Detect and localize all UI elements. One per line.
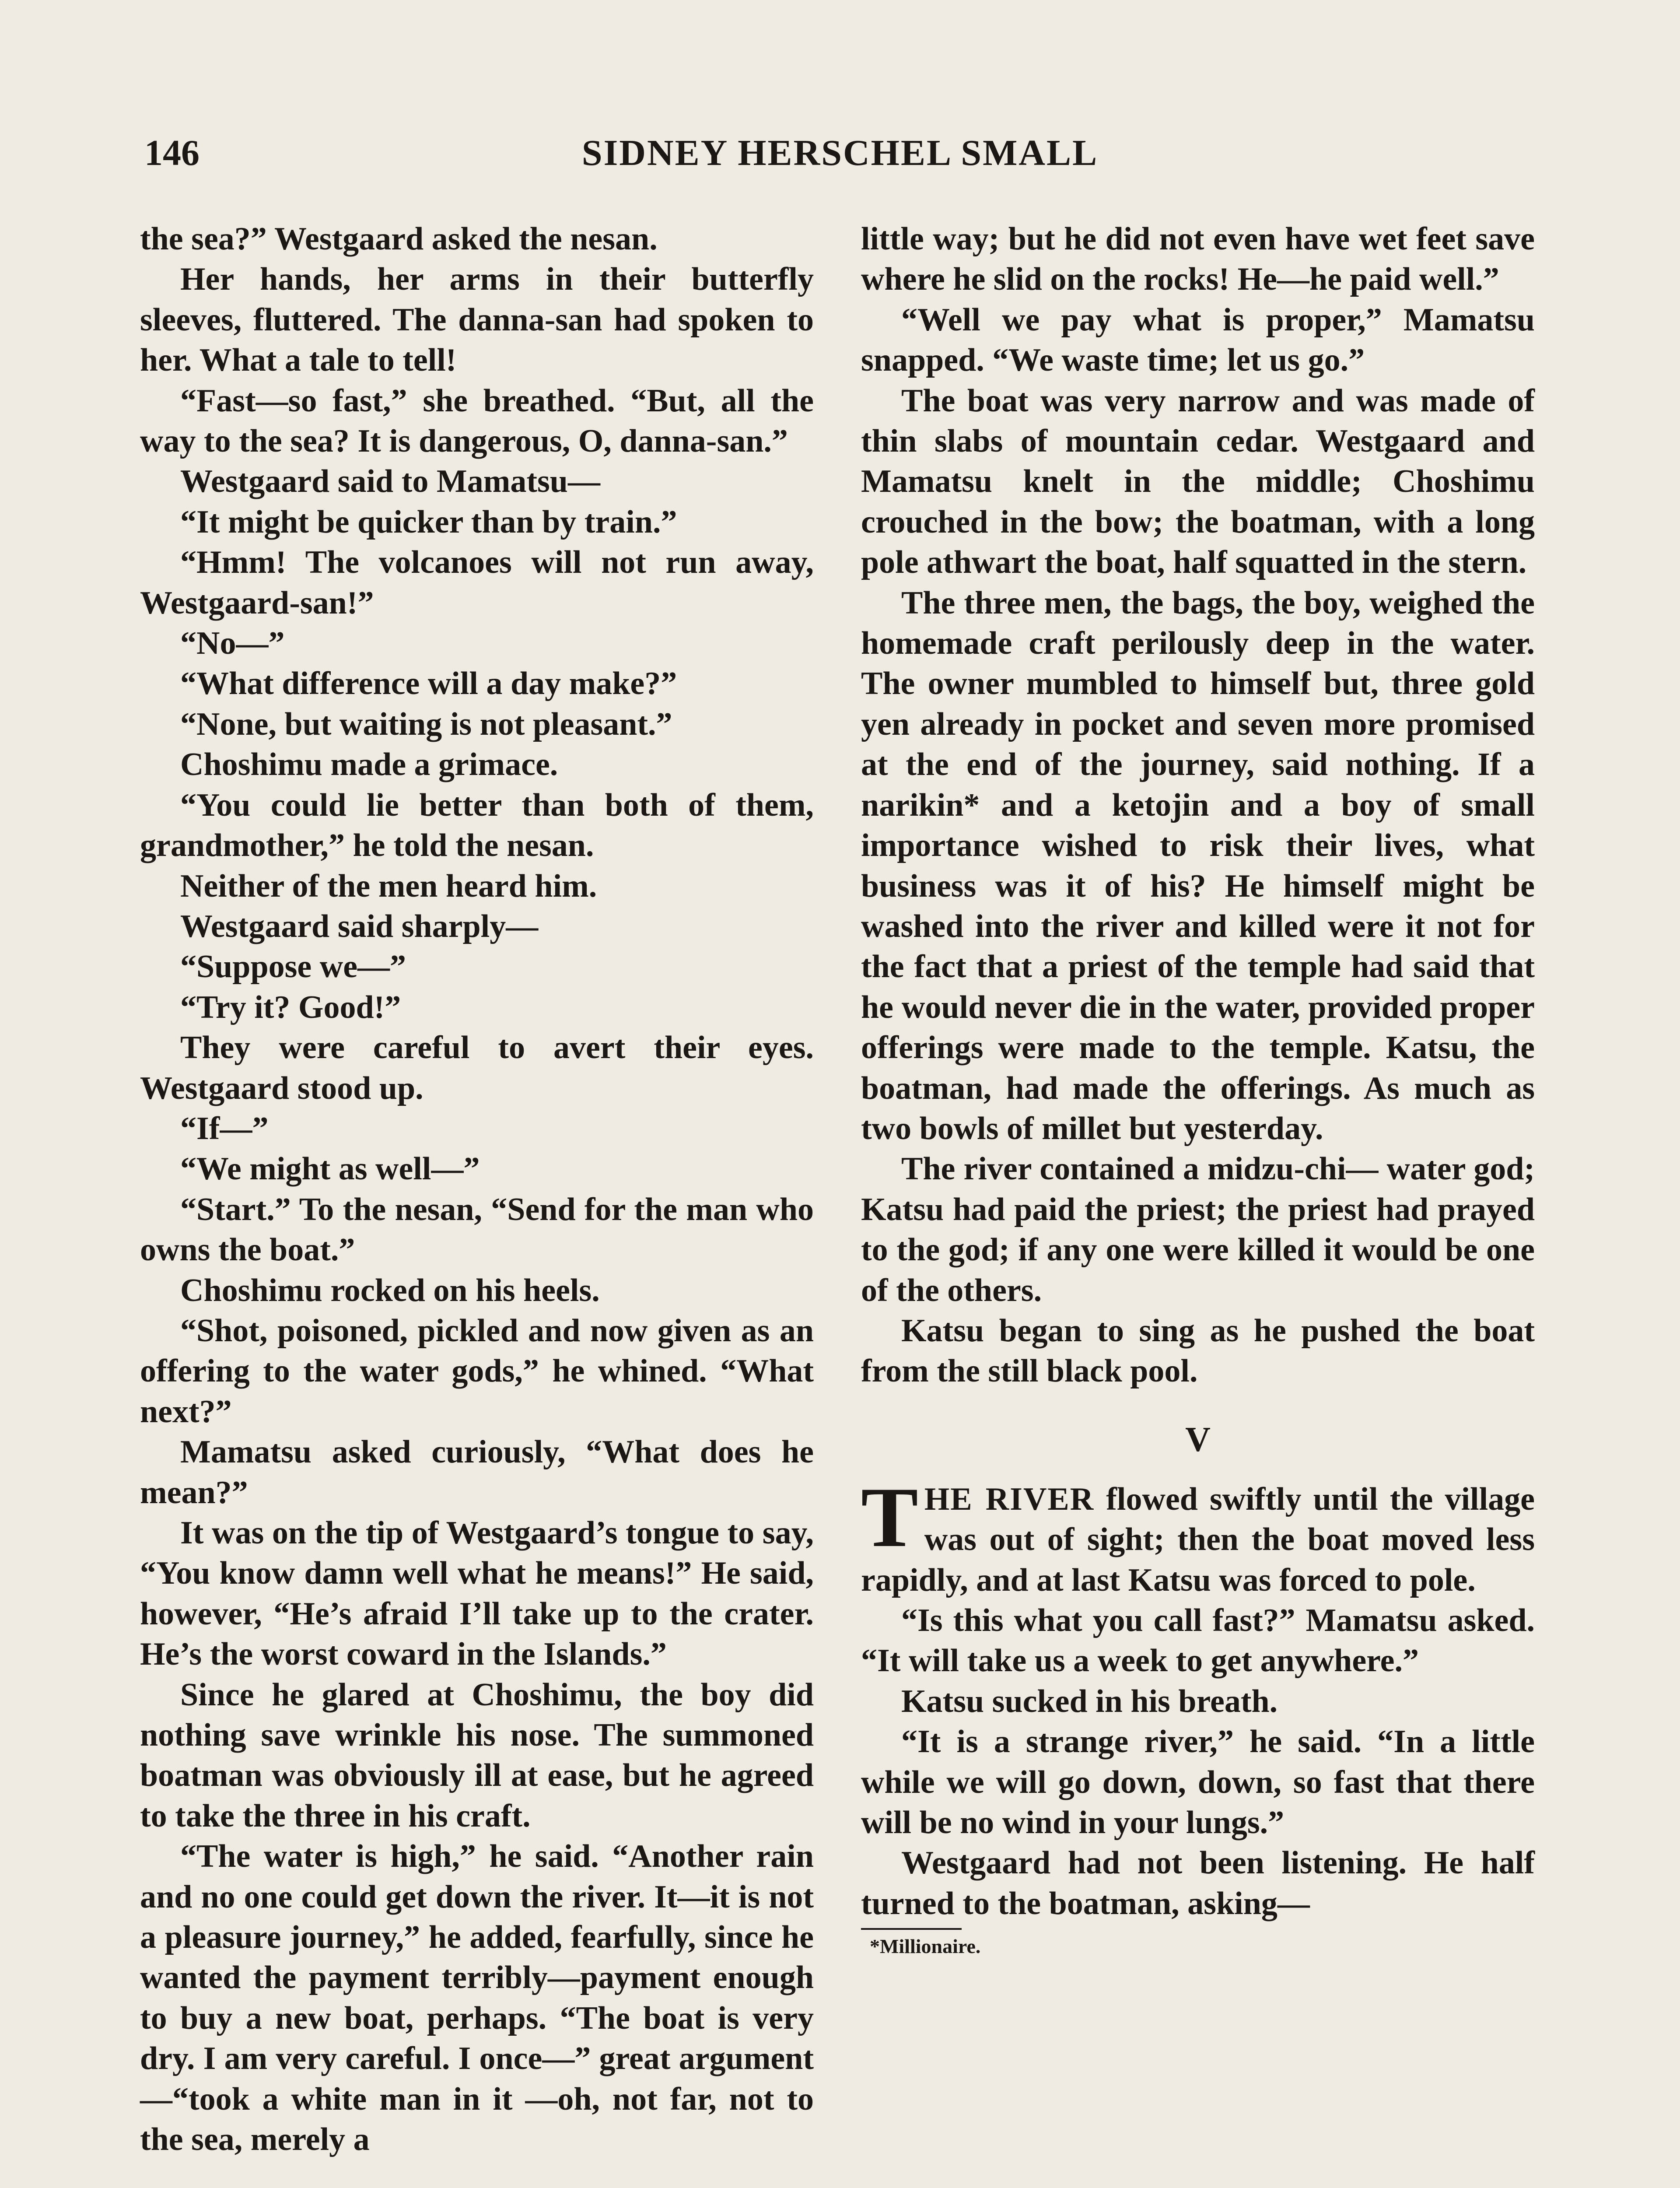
paragraph: Neither of the men heard him.: [180, 868, 597, 904]
left-paragraphs: [140, 219, 814, 2160]
paragraph: “You could lie better than both of them, grandmother,” he told the nesan.: [140, 787, 814, 864]
paragraph: “Hmm! The volcanoes will not run away, Westgaard-san!”: [140, 544, 814, 621]
paragraph: “Suppose we—”: [180, 949, 406, 985]
right-column: [861, 219, 1535, 1960]
section-heading: V: [1185, 1420, 1211, 1459]
paragraph: “It is a strange river,” he said. “In a little while we will go down, down, so fast that there will be no wind in your lungs.”: [861, 1724, 1535, 1841]
paragraph: “What difference will a day make?”: [180, 666, 677, 702]
paragraph: the sea?” Westgaard asked the nesan.: [140, 221, 658, 257]
paragraph: The three men, the bags, the boy, weighed the homemade craft perilously deep in the water. The owner mumbled to himself but, three gold yen already in pocket and seven more promised at the end of the journey, said nothing. If a narikin* and a ketojin and a boy of small importance wished to risk their lives, what business was it of his? He himself might be washed into the river and killed were it not for the fact that a priest of the temple had said that he would never die in the water, provided proper offerings were made to the temple. Katsu, the boatman, had made the offerings. As much as two bowls of millet but yesterday.: [861, 585, 1535, 1147]
section-opening-paragraph: [861, 1469, 1535, 1600]
paragraph: “Try it? Good!”: [180, 989, 401, 1025]
paragraph: “Well we pay what is proper,” Mamatsu snapped. “We waste time; let us go.”: [861, 302, 1535, 379]
paragraph: Westgaard said to Mamatsu—: [180, 463, 600, 500]
paragraph: They were careful to avert their eyes. Westgaard stood up.: [140, 1030, 814, 1106]
paragraph: Mamatsu asked curiously, “What does he mean?”: [140, 1434, 814, 1511]
paragraph: “Shot, poisoned, pickled and now given as an offering to the water gods,” he whined. “What next?”: [140, 1312, 814, 1430]
paragraph: Katsu sucked in his breath.: [901, 1683, 1278, 1719]
paragraph: “Start.” To the nesan, “Send for the man who owns the boat.”: [140, 1191, 814, 1268]
paragraph: “It might be quicker than by train.”: [180, 504, 677, 540]
footnote: *Millionaire.: [870, 1935, 981, 1958]
paragraph: little way; but he did not even have wet feet save where he slid on the rocks! He—he paid well.”: [861, 221, 1535, 298]
right-paragraphs: [861, 219, 1535, 1392]
drop-cap: T: [861, 1469, 918, 1565]
paragraph: It was on the tip of Westgaard’s tongue to say, “You know damn well what he means!” He said, however, “He’s afraid I’ll take up to the crater. He’s the worst coward in the Islands.”: [140, 1515, 814, 1673]
paragraph: “If—”: [180, 1110, 269, 1147]
paragraph: “We might as well—”: [180, 1151, 480, 1187]
paragraph: “Fast—so fast,” she breathed. “But, all the way to the sea? It is dangerous, O, danna-san.”: [140, 382, 814, 459]
paragraph: Choshimu made a grimace.: [180, 747, 558, 783]
paragraph: Westgaard said sharply—: [180, 908, 539, 944]
paragraph: “Is this what you call fast?” Mamatsu asked. “It will take us a week to get anywhere.”: [861, 1602, 1535, 1679]
paragraph: The boat was very narrow and was made of thin slabs of mountain cedar. Westgaard and Mamatsu knelt in the middle; Choshimu crouched in the bow; the boatman, with a long pole athwart the boat, half squatted in the stern.: [861, 382, 1535, 581]
paragraph: “No—”: [180, 625, 285, 662]
paragraph: The river contained a midzu-chi— water god; Katsu had paid the priest; the priest had prayed to the god; if any one were killed it would be one of the others.: [861, 1151, 1535, 1308]
page-number: 146: [144, 133, 200, 173]
paragraph: Since he glared at Choshimu, the boy did nothing save wrinkle his nose. The summoned boatman was obviously ill at ease, but he agreed to take the three in his craft.: [140, 1676, 814, 1834]
opening-small-caps: HE RIVER: [924, 1481, 1095, 1517]
paragraph: Her hands, her arms in their butterfly sleeves, fluttered. The danna-san had spoken to her. What a tale to tell!: [140, 261, 814, 379]
paragraph: Westgaard had not been listening. He half turned to the boatman, asking—: [861, 1845, 1535, 1922]
opening-text: flowed swiftly until the village was out of sight; then the boat moved less rapidly, and at last Katsu was forced to pole.: [861, 1481, 1535, 1598]
paragraph: “The water is high,” he said. “Another rain and no one could get down the river. It—it is not a pleasure journey,” he added, fearfully, since he wanted the payment terribly—payment enough to buy a new boat, perhaps. “The boat is very dry. I am very careful. I once—” great argument—“took a white man in it —oh, not far, not to the sea, merely a: [140, 1838, 814, 2158]
running-head: SIDNEY HERSCHEL SMALL: [581, 133, 1099, 173]
paragraph: Katsu began to sing as he pushed the boat from the still black pool.: [861, 1312, 1535, 1389]
paragraph: “None, but waiting is not pleasant.”: [180, 706, 672, 742]
footnote-rule: [861, 1928, 962, 1930]
right-paragraphs-after-section: [861, 1600, 1535, 1924]
paragraph: Choshimu rocked on his heels.: [180, 1272, 600, 1308]
left-column: [140, 219, 814, 2160]
